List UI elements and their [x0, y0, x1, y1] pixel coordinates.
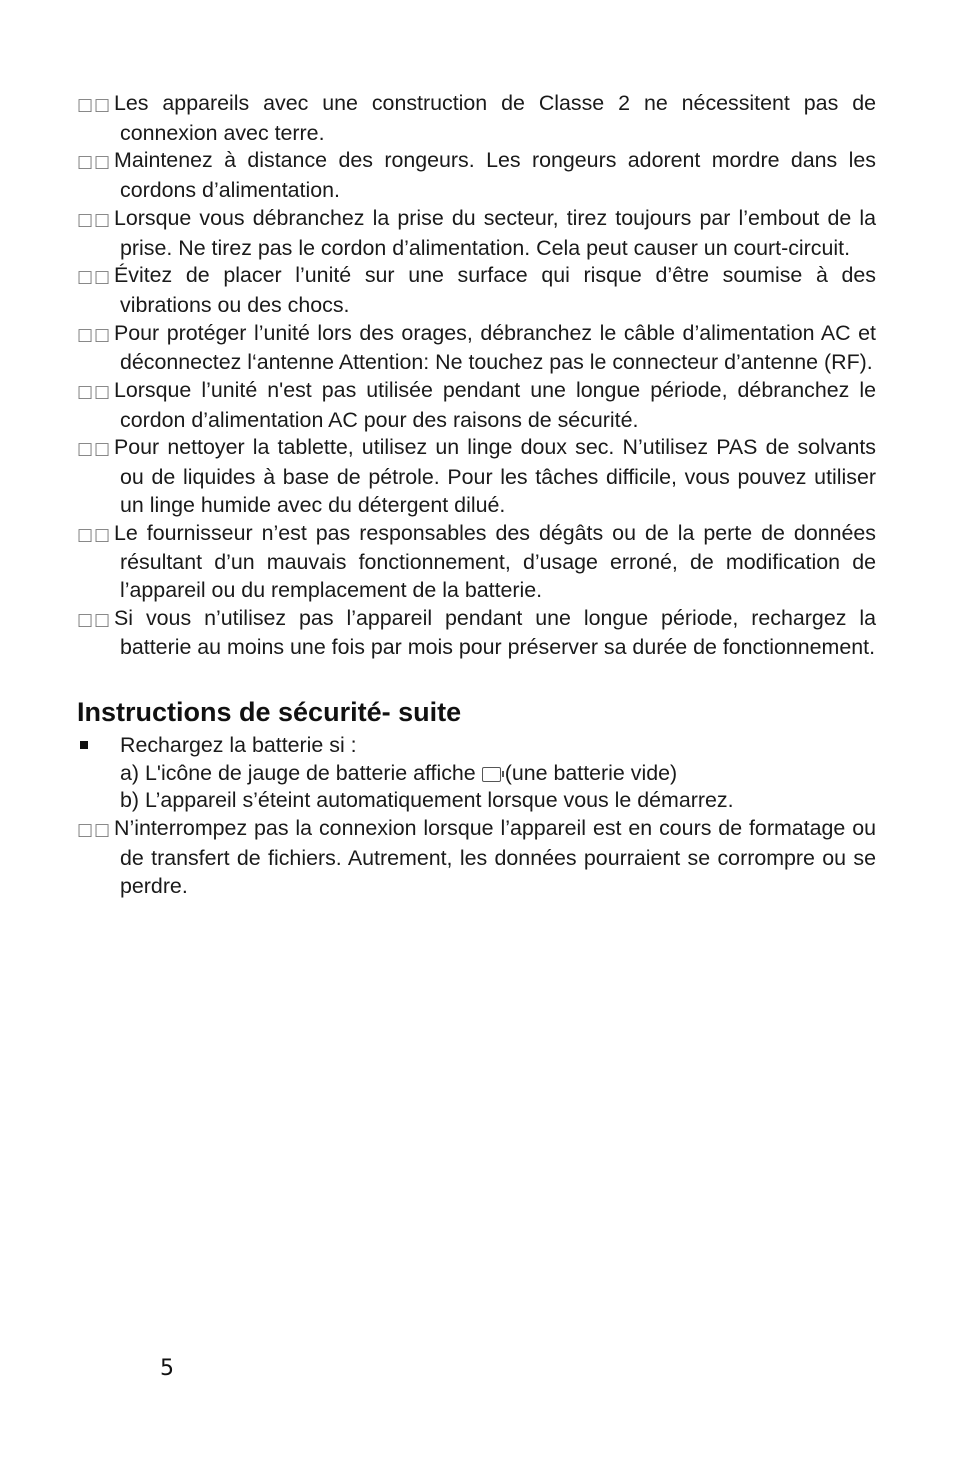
list-marker: □□ — [77, 209, 112, 230]
list-item — [77, 815, 876, 900]
square-bullet-icon — [80, 741, 88, 749]
list-marker: □□ — [77, 439, 112, 460]
list-marker: □□ — [77, 820, 112, 841]
list-marker: □□ — [77, 95, 112, 115]
list-item-text: Lorsque l’unité n'est pas utilisée pendant une longue période, débranchez le cordon d’alimentation AC pour des raisons de sécurité. — [114, 378, 876, 432]
sub-item-b: b) L’appareil s’éteint automatiquement lorsque vous le démarrez. — [120, 788, 734, 813]
list-item — [77, 262, 876, 319]
page-number: 5 — [160, 1356, 174, 1381]
section-heading: Instructions de sécurité- suite — [77, 697, 462, 728]
list-item-text: Pour protéger l’unité lors des orages, débranchez le câble d’alimentation AC et déconnectez l‘antenne Attention: Ne touchez pas le connecteur d’antenne (RF). — [114, 320, 876, 375]
list-marker: □□ — [77, 524, 112, 545]
list-item-text: Les appareils avec une construction de Classe 2 ne nécessitent pas de connexion avec terre. — [114, 91, 876, 145]
list-marker: □□ — [77, 609, 112, 630]
empty-battery-icon — [482, 767, 501, 782]
bullet-text: Rechargez la batterie si : — [120, 733, 357, 758]
list-item-text: N’interrompez pas la connexion lorsque l’appareil est en cours de formatage ou de transfert de fichiers. Autrement, les données pourraient se corrompre ou se perdre. — [114, 816, 876, 898]
list-marker: □□ — [77, 267, 112, 288]
list-item-text: Évitez de placer l’unité sur une surface qui risque d’être soumise à des vibrations ou des chocs. — [114, 263, 876, 317]
manual-page — [77, 90, 876, 900]
list-item-text: Maintenez à distance des rongeurs. Les rongeurs adorent mordre dans les cordons d’alimentation. — [114, 148, 876, 203]
list-item — [77, 377, 876, 434]
sub-item-a-text: a) L'icône de jauge de batterie affiche — [120, 760, 476, 785]
list-item — [77, 147, 876, 204]
list-marker: □□ — [77, 382, 112, 403]
sub-item-a-note: (une batterie vide) — [504, 760, 678, 785]
bullet-item — [77, 732, 876, 760]
sub-item-a — [77, 760, 876, 788]
list-item — [77, 605, 876, 662]
list-item-text: Si vous n’utilisez pas l’appareil pendant une longue période, rechargez la batterie au moins une fois par mois pour préserver sa durée de fonctionnement. — [114, 605, 876, 660]
list-item-text: Le fournisseur n’est pas responsables des dégâts ou de la perte de données résultant d’un mauvais fonctionnement, d’usage erroné, de modification de l’appareil ou du remplacement de la batterie. — [114, 520, 876, 602]
list-item — [77, 434, 876, 519]
list-item — [77, 90, 876, 147]
list-item — [77, 320, 876, 377]
list-item — [77, 205, 876, 262]
list-marker: □□ — [77, 324, 112, 345]
list-item — [77, 520, 876, 605]
list-item-text: Lorsque vous débranchez la prise du secteur, tirez toujours par l’embout de la prise. Ne tirez pas le cordon d’alimentation. Cela peut causer un court-circuit. — [114, 205, 876, 260]
list-item-text: Pour nettoyer la tablette, utilisez un linge doux sec. N’utilisez PAS de solvants ou de liquides à base de pétrole. Pour les tâches difficile, vous pouvez utiliser un linge humide avec du détergent dilué. — [114, 435, 876, 517]
list-marker: □□ — [77, 152, 112, 173]
